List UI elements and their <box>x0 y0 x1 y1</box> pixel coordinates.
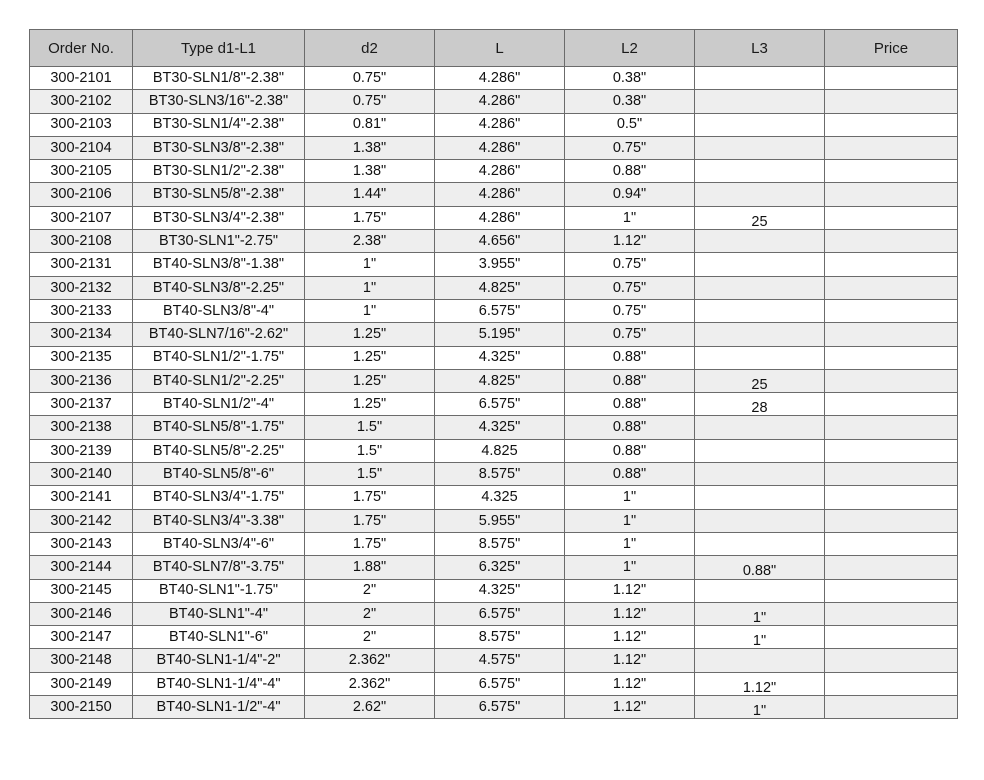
price-cell <box>825 649 958 672</box>
l2-cell: 0.88" <box>565 346 695 369</box>
price-cell <box>825 509 958 532</box>
l2-cell: 1.12" <box>565 230 695 253</box>
table-row <box>30 206 958 229</box>
order-no-cell: 300-2105 <box>30 160 133 183</box>
l3-cell: 28 <box>695 393 825 416</box>
header-l: L <box>435 30 565 67</box>
table-row <box>30 183 958 206</box>
d2-cell: 1.88" <box>305 556 435 579</box>
d2-cell: 1.25" <box>305 393 435 416</box>
table-row <box>30 136 958 159</box>
price-cell <box>825 579 958 602</box>
order-no-cell: 300-2107 <box>30 206 133 229</box>
product-table-container <box>29 29 958 719</box>
table-row <box>30 113 958 136</box>
l2-cell: 0.75" <box>565 136 695 159</box>
price-cell <box>825 556 958 579</box>
l3-cell: 25 <box>695 369 825 392</box>
l-cell: 6.575" <box>435 299 565 322</box>
l-cell: 4.286" <box>435 67 565 90</box>
l2-cell: 0.88" <box>565 160 695 183</box>
l-cell: 5.955" <box>435 509 565 532</box>
price-cell <box>825 230 958 253</box>
type-cell: BT40-SLN1/2"-4" <box>133 393 305 416</box>
header-d2: d2 <box>305 30 435 67</box>
d2-cell: 2.362" <box>305 672 435 695</box>
type-cell: BT40-SLN1-1/4"-2" <box>133 649 305 672</box>
price-cell <box>825 439 958 462</box>
table-row <box>30 67 958 90</box>
l2-cell: 0.75" <box>565 253 695 276</box>
d2-cell: 1.75" <box>305 509 435 532</box>
l2-cell: 0.88" <box>565 369 695 392</box>
type-cell: BT30-SLN1/8"-2.38" <box>133 67 305 90</box>
type-cell: BT40-SLN3/8"-1.38" <box>133 253 305 276</box>
l-cell: 5.195" <box>435 323 565 346</box>
order-no-cell: 300-2148 <box>30 649 133 672</box>
type-cell: BT40-SLN5/8"-6" <box>133 463 305 486</box>
l2-cell: 1.12" <box>565 649 695 672</box>
l-cell: 4.825 <box>435 439 565 462</box>
l-cell: 4.286" <box>435 160 565 183</box>
price-cell <box>825 67 958 90</box>
l-cell: 4.325" <box>435 416 565 439</box>
l-cell: 4.825" <box>435 276 565 299</box>
l3-cell: 1.12" <box>695 672 825 695</box>
price-cell <box>825 626 958 649</box>
table-row <box>30 696 958 719</box>
price-cell <box>825 299 958 322</box>
l3-cell <box>695 230 825 253</box>
header-row <box>30 30 958 67</box>
l-cell: 4.325 <box>435 486 565 509</box>
l-cell: 4.286" <box>435 136 565 159</box>
l2-cell: 0.38" <box>565 67 695 90</box>
l-cell: 4.575" <box>435 649 565 672</box>
l2-cell: 0.88" <box>565 393 695 416</box>
l2-cell: 1.12" <box>565 626 695 649</box>
type-cell: BT40-SLN7/8"-3.75" <box>133 556 305 579</box>
l3-cell <box>695 416 825 439</box>
order-no-cell: 300-2146 <box>30 602 133 625</box>
l3-cell <box>695 439 825 462</box>
d2-cell: 1.75" <box>305 486 435 509</box>
l3-cell <box>695 183 825 206</box>
l3-cell <box>695 509 825 532</box>
table-row <box>30 416 958 439</box>
l2-cell: 1.12" <box>565 602 695 625</box>
d2-cell: 1" <box>305 276 435 299</box>
order-no-cell: 300-2137 <box>30 393 133 416</box>
l2-cell: 1.12" <box>565 579 695 602</box>
order-no-cell: 300-2138 <box>30 416 133 439</box>
table-row <box>30 299 958 322</box>
order-no-cell: 300-2102 <box>30 90 133 113</box>
type-cell: BT30-SLN1/4"-2.38" <box>133 113 305 136</box>
l2-cell: 0.38" <box>565 90 695 113</box>
l-cell: 4.656" <box>435 230 565 253</box>
header-price: Price <box>825 30 958 67</box>
order-no-cell: 300-2149 <box>30 672 133 695</box>
d2-cell: 2" <box>305 626 435 649</box>
table-row <box>30 346 958 369</box>
l3-cell <box>695 579 825 602</box>
price-cell <box>825 486 958 509</box>
table-row <box>30 509 958 532</box>
price-cell <box>825 602 958 625</box>
l3-cell <box>695 486 825 509</box>
d2-cell: 2.362" <box>305 649 435 672</box>
l3-cell: 25 <box>695 206 825 229</box>
type-cell: BT40-SLN3/8"-2.25" <box>133 276 305 299</box>
order-no-cell: 300-2131 <box>30 253 133 276</box>
type-cell: BT40-SLN1-1/4"-4" <box>133 672 305 695</box>
table-row <box>30 602 958 625</box>
type-cell: BT40-SLN3/8"-4" <box>133 299 305 322</box>
d2-cell: 1.38" <box>305 136 435 159</box>
type-cell: BT40-SLN1-1/2"-4" <box>133 696 305 719</box>
order-no-cell: 300-2135 <box>30 346 133 369</box>
price-cell <box>825 696 958 719</box>
d2-cell: 1.5" <box>305 439 435 462</box>
l2-cell: 0.88" <box>565 416 695 439</box>
price-cell <box>825 323 958 346</box>
price-cell <box>825 253 958 276</box>
price-cell <box>825 463 958 486</box>
type-cell: BT30-SLN3/8"-2.38" <box>133 136 305 159</box>
l-cell: 4.286" <box>435 183 565 206</box>
l2-cell: 1" <box>565 532 695 555</box>
l-cell: 4.286" <box>435 113 565 136</box>
type-cell: BT40-SLN3/4"-3.38" <box>133 509 305 532</box>
price-cell <box>825 206 958 229</box>
table-row <box>30 369 958 392</box>
price-cell <box>825 393 958 416</box>
l3-cell <box>695 346 825 369</box>
type-cell: BT40-SLN1"-6" <box>133 626 305 649</box>
type-cell: BT30-SLN3/4"-2.38" <box>133 206 305 229</box>
type-cell: BT40-SLN5/8"-1.75" <box>133 416 305 439</box>
l3-cell: 1" <box>695 696 825 719</box>
order-no-cell: 300-2106 <box>30 183 133 206</box>
type-cell: BT30-SLN3/16"-2.38" <box>133 90 305 113</box>
order-no-cell: 300-2101 <box>30 67 133 90</box>
d2-cell: 1" <box>305 253 435 276</box>
type-cell: BT40-SLN3/4"-6" <box>133 532 305 555</box>
table-row <box>30 276 958 299</box>
price-cell <box>825 183 958 206</box>
d2-cell: 2.62" <box>305 696 435 719</box>
type-cell: BT40-SLN7/16"-2.62" <box>133 323 305 346</box>
type-cell: BT40-SLN1/2"-2.25" <box>133 369 305 392</box>
d2-cell: 1.25" <box>305 369 435 392</box>
order-no-cell: 300-2134 <box>30 323 133 346</box>
d2-cell: 0.75" <box>305 67 435 90</box>
l-cell: 8.575" <box>435 626 565 649</box>
header-l3: L3 <box>695 30 825 67</box>
l2-cell: 0.88" <box>565 463 695 486</box>
l3-cell <box>695 136 825 159</box>
d2-cell: 1.5" <box>305 416 435 439</box>
order-no-cell: 300-2143 <box>30 532 133 555</box>
l2-cell: 1" <box>565 509 695 532</box>
d2-cell: 2.38" <box>305 230 435 253</box>
l-cell: 8.575" <box>435 463 565 486</box>
order-no-cell: 300-2141 <box>30 486 133 509</box>
table-row <box>30 672 958 695</box>
l-cell: 6.575" <box>435 602 565 625</box>
table-row <box>30 556 958 579</box>
d2-cell: 1.25" <box>305 323 435 346</box>
l-cell: 4.286" <box>435 206 565 229</box>
d2-cell: 2" <box>305 579 435 602</box>
type-cell: BT40-SLN5/8"-2.25" <box>133 439 305 462</box>
l2-cell: 1" <box>565 206 695 229</box>
l3-cell <box>695 67 825 90</box>
type-cell: BT40-SLN3/4"-1.75" <box>133 486 305 509</box>
d2-cell: 1.44" <box>305 183 435 206</box>
type-cell: BT40-SLN1/2"-1.75" <box>133 346 305 369</box>
table-row <box>30 486 958 509</box>
type-cell: BT30-SLN1"-2.75" <box>133 230 305 253</box>
l3-cell <box>695 532 825 555</box>
d2-cell: 1.75" <box>305 532 435 555</box>
price-cell <box>825 346 958 369</box>
l3-cell <box>695 463 825 486</box>
type-cell: BT40-SLN1"-1.75" <box>133 579 305 602</box>
order-no-cell: 300-2103 <box>30 113 133 136</box>
price-cell <box>825 276 958 299</box>
type-cell: BT30-SLN5/8"-2.38" <box>133 183 305 206</box>
l3-cell: 1" <box>695 602 825 625</box>
l2-cell: 0.75" <box>565 276 695 299</box>
order-no-cell: 300-2145 <box>30 579 133 602</box>
l-cell: 3.955" <box>435 253 565 276</box>
d2-cell: 0.81" <box>305 113 435 136</box>
price-cell <box>825 136 958 159</box>
l-cell: 4.286" <box>435 90 565 113</box>
order-no-cell: 300-2136 <box>30 369 133 392</box>
product-spec-table <box>29 29 958 719</box>
l-cell: 6.575" <box>435 393 565 416</box>
type-cell: BT30-SLN1/2"-2.38" <box>133 160 305 183</box>
l3-cell: 0.88" <box>695 556 825 579</box>
order-no-cell: 300-2144 <box>30 556 133 579</box>
d2-cell: 1.5" <box>305 463 435 486</box>
order-no-cell: 300-2150 <box>30 696 133 719</box>
type-cell: BT40-SLN1"-4" <box>133 602 305 625</box>
order-no-cell: 300-2132 <box>30 276 133 299</box>
l3-cell <box>695 276 825 299</box>
price-cell <box>825 369 958 392</box>
d2-cell: 1" <box>305 299 435 322</box>
l3-cell <box>695 113 825 136</box>
l3-cell <box>695 253 825 276</box>
table-header <box>30 30 958 67</box>
l2-cell: 0.88" <box>565 439 695 462</box>
l3-cell: 1" <box>695 626 825 649</box>
table-row <box>30 649 958 672</box>
l3-cell <box>695 299 825 322</box>
table-row <box>30 253 958 276</box>
header-order-no: Order No. <box>30 30 133 67</box>
order-no-cell: 300-2133 <box>30 299 133 322</box>
order-no-cell: 300-2147 <box>30 626 133 649</box>
table-row <box>30 230 958 253</box>
table-body <box>30 67 958 719</box>
price-cell <box>825 416 958 439</box>
l-cell: 4.325" <box>435 579 565 602</box>
table-row <box>30 323 958 346</box>
l-cell: 4.325" <box>435 346 565 369</box>
l2-cell: 0.75" <box>565 299 695 322</box>
d2-cell: 2" <box>305 602 435 625</box>
table-row <box>30 463 958 486</box>
price-cell <box>825 160 958 183</box>
table-row <box>30 160 958 183</box>
price-cell <box>825 672 958 695</box>
l-cell: 6.575" <box>435 696 565 719</box>
l-cell: 4.825" <box>435 369 565 392</box>
order-no-cell: 300-2139 <box>30 439 133 462</box>
price-cell <box>825 113 958 136</box>
order-no-cell: 300-2104 <box>30 136 133 159</box>
l2-cell: 0.5" <box>565 113 695 136</box>
table-row <box>30 532 958 555</box>
table-row <box>30 579 958 602</box>
d2-cell: 0.75" <box>305 90 435 113</box>
d2-cell: 1.75" <box>305 206 435 229</box>
l-cell: 6.575" <box>435 672 565 695</box>
l-cell: 8.575" <box>435 532 565 555</box>
d2-cell: 1.25" <box>305 346 435 369</box>
order-no-cell: 300-2108 <box>30 230 133 253</box>
table-row <box>30 439 958 462</box>
l2-cell: 1.12" <box>565 696 695 719</box>
d2-cell: 1.38" <box>305 160 435 183</box>
price-cell <box>825 90 958 113</box>
header-l2: L2 <box>565 30 695 67</box>
l3-cell <box>695 160 825 183</box>
l3-cell <box>695 649 825 672</box>
l2-cell: 1" <box>565 486 695 509</box>
l3-cell <box>695 323 825 346</box>
table-row <box>30 393 958 416</box>
l2-cell: 1" <box>565 556 695 579</box>
header-type: Type d1-L1 <box>133 30 305 67</box>
l2-cell: 0.75" <box>565 323 695 346</box>
table-row <box>30 626 958 649</box>
l3-cell <box>695 90 825 113</box>
price-cell <box>825 532 958 555</box>
order-no-cell: 300-2142 <box>30 509 133 532</box>
l-cell: 6.325" <box>435 556 565 579</box>
order-no-cell: 300-2140 <box>30 463 133 486</box>
table-row <box>30 90 958 113</box>
l2-cell: 1.12" <box>565 672 695 695</box>
l2-cell: 0.94" <box>565 183 695 206</box>
